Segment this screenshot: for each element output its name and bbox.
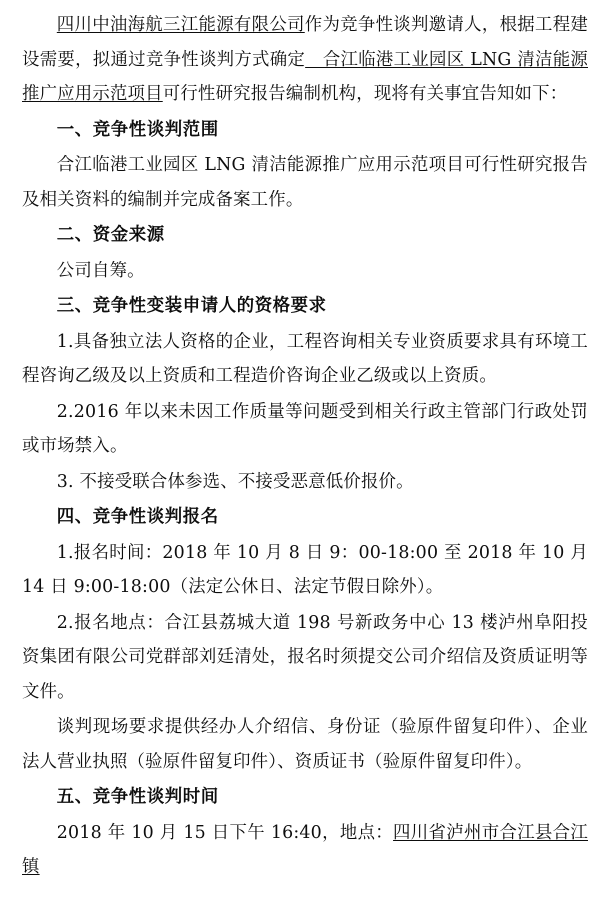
heading-funding: 二、资金来源 [56, 225, 165, 245]
heading-qualifications: 三、竞争性变装申请人的资格要求 [56, 296, 327, 316]
intro-text-1: 作为竞争性谈判邀请人，根据工程建设需要，拟通过竞争性谈判方式确定 [22, 15, 588, 70]
paragraph-negotiation-time [22, 816, 588, 885]
paragraph-registration-documents: 谈判现场要求提供经办人介绍信、身份证（验原件留复印件）、企业法人营业执照（验原件留复印件）、资质证书（验原件留复印件）。 [22, 717, 588, 772]
heading-negotiation-time: 五、竞争性谈判时间 [56, 787, 219, 807]
intro-text-2: 可行性研究报告编制机构，现将有关事宜告知如下： [162, 84, 568, 104]
paragraph-intro [22, 8, 588, 112]
negotiation-location: 四川省泸州市合江县合江镇 [22, 822, 588, 877]
intro-inviter-name: 四川中油海航三江能源有限公司 [56, 15, 305, 35]
negotiation-time-text: 2018 年 10 月 15 日下午 16:40，地点： [56, 822, 394, 843]
paragraph-qualification-2: 2.2016 年以来未因工作质量等问题受到相关行政主管部门行政处罚或市场禁入。 [22, 401, 588, 456]
heading-scope: 一、竞争性谈判范围 [56, 119, 219, 140]
heading-registration: 四、竞争性谈判报名 [56, 507, 219, 527]
intro-project-name: 合江临港工业园区 LNG 清洁能源推广应用示范项目 [22, 49, 588, 104]
paragraph-qualification-3: 3. 不接受联合体参选、不接受恶意低价报价。 [56, 471, 414, 492]
paragraph-registration-time: 1.报名时间：2018 年 10 月 8 日 9：00-18:00 至 2018 年 10 月 14 日 9:00-18:00（法定公休日、法定节假日除外）。 [22, 542, 588, 597]
paragraph-qualification-1: 1.具备独立法人资格的企业，工程咨询相关专业资质要求具有环境工程咨询乙级及以上资质和工程造价咨询企业乙级或以上资质。 [22, 331, 588, 386]
paragraph-funding-body: 公司自筹。 [56, 260, 145, 281]
paragraph-registration-place: 2.报名地点：合江县荔城大道 198 号新政务中心 13 楼泸州阜阳投资集团有限公司党群部刘廷清处，报名时须提交公司介绍信及资质证明等文件。 [22, 612, 588, 702]
paragraph-scope-body: 合江临港工业园区 LNG 清洁能源推广应用示范项目可行性研究报告及相关资料的编制并完成备案工作。 [22, 155, 588, 210]
